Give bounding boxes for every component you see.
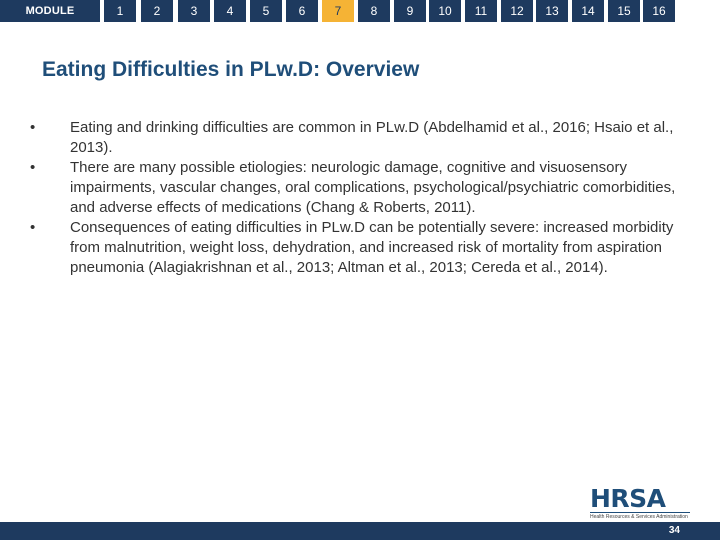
- hrsa-logo-text: HRSA: [590, 484, 666, 513]
- bullet-list: [30, 118, 680, 278]
- module-label: MODULE: [0, 0, 100, 22]
- bullet-marker: •: [30, 219, 36, 236]
- footer-bar: [0, 522, 720, 540]
- slide-title: Eating Difficulties in PLw.D: Overview: [42, 58, 420, 81]
- module-15-tab[interactable]: 15: [608, 0, 640, 22]
- module-1-tab[interactable]: 1: [104, 0, 136, 22]
- module-5-tab[interactable]: 5: [250, 0, 282, 22]
- module-14-tab[interactable]: 14: [572, 0, 604, 22]
- bullet-marker: •: [30, 119, 36, 136]
- module-11-tab[interactable]: 11: [465, 0, 497, 22]
- bullet-marker: •: [30, 159, 36, 176]
- module-nav: [0, 0, 720, 24]
- bullet-text: Consequences of eating difficulties in PLw.D can be potentially severe: increased morbidity from malnutrition, weight loss, dehydration, and increased risk of mortality from aspiration pneumonia (Alagiakrishnan et al., 2013; Altman et al., 2013; Cereda et al., 2014).: [70, 219, 674, 276]
- page-number: 34: [668, 525, 680, 536]
- module-12-tab[interactable]: 12: [501, 0, 533, 22]
- bullet-text: There are many possible etiologies: neurologic damage, cognitive and visuosensory impairments, vascular changes, oral complications, psychological/psychiatric comorbidities, and adverse effects of medications (Chang & Roberts, 2011).: [70, 159, 676, 216]
- bullet-text: Eating and drinking difficulties are common in PLw.D (Abdelhamid et al., 2016; Hsaio et al., 2013).: [70, 119, 674, 156]
- bullet-item: [30, 118, 680, 158]
- module-13-tab[interactable]: 13: [536, 0, 568, 22]
- module-2-tab[interactable]: 2: [141, 0, 173, 22]
- module-7-tab[interactable]: 7: [322, 0, 354, 22]
- module-9-tab[interactable]: 9: [394, 0, 426, 22]
- module-8-tab[interactable]: 8: [358, 0, 390, 22]
- module-4-tab[interactable]: 4: [214, 0, 246, 22]
- module-6-tab[interactable]: 6: [286, 0, 318, 22]
- module-10-tab[interactable]: 10: [429, 0, 461, 22]
- module-16-tab[interactable]: 16: [643, 0, 675, 22]
- hrsa-logo: [590, 486, 690, 520]
- bullet-item: [30, 218, 680, 278]
- hrsa-logo-subtitle: Health Resources & Services Administration: [590, 512, 690, 520]
- module-3-tab[interactable]: 3: [178, 0, 210, 22]
- bullet-item: [30, 158, 680, 218]
